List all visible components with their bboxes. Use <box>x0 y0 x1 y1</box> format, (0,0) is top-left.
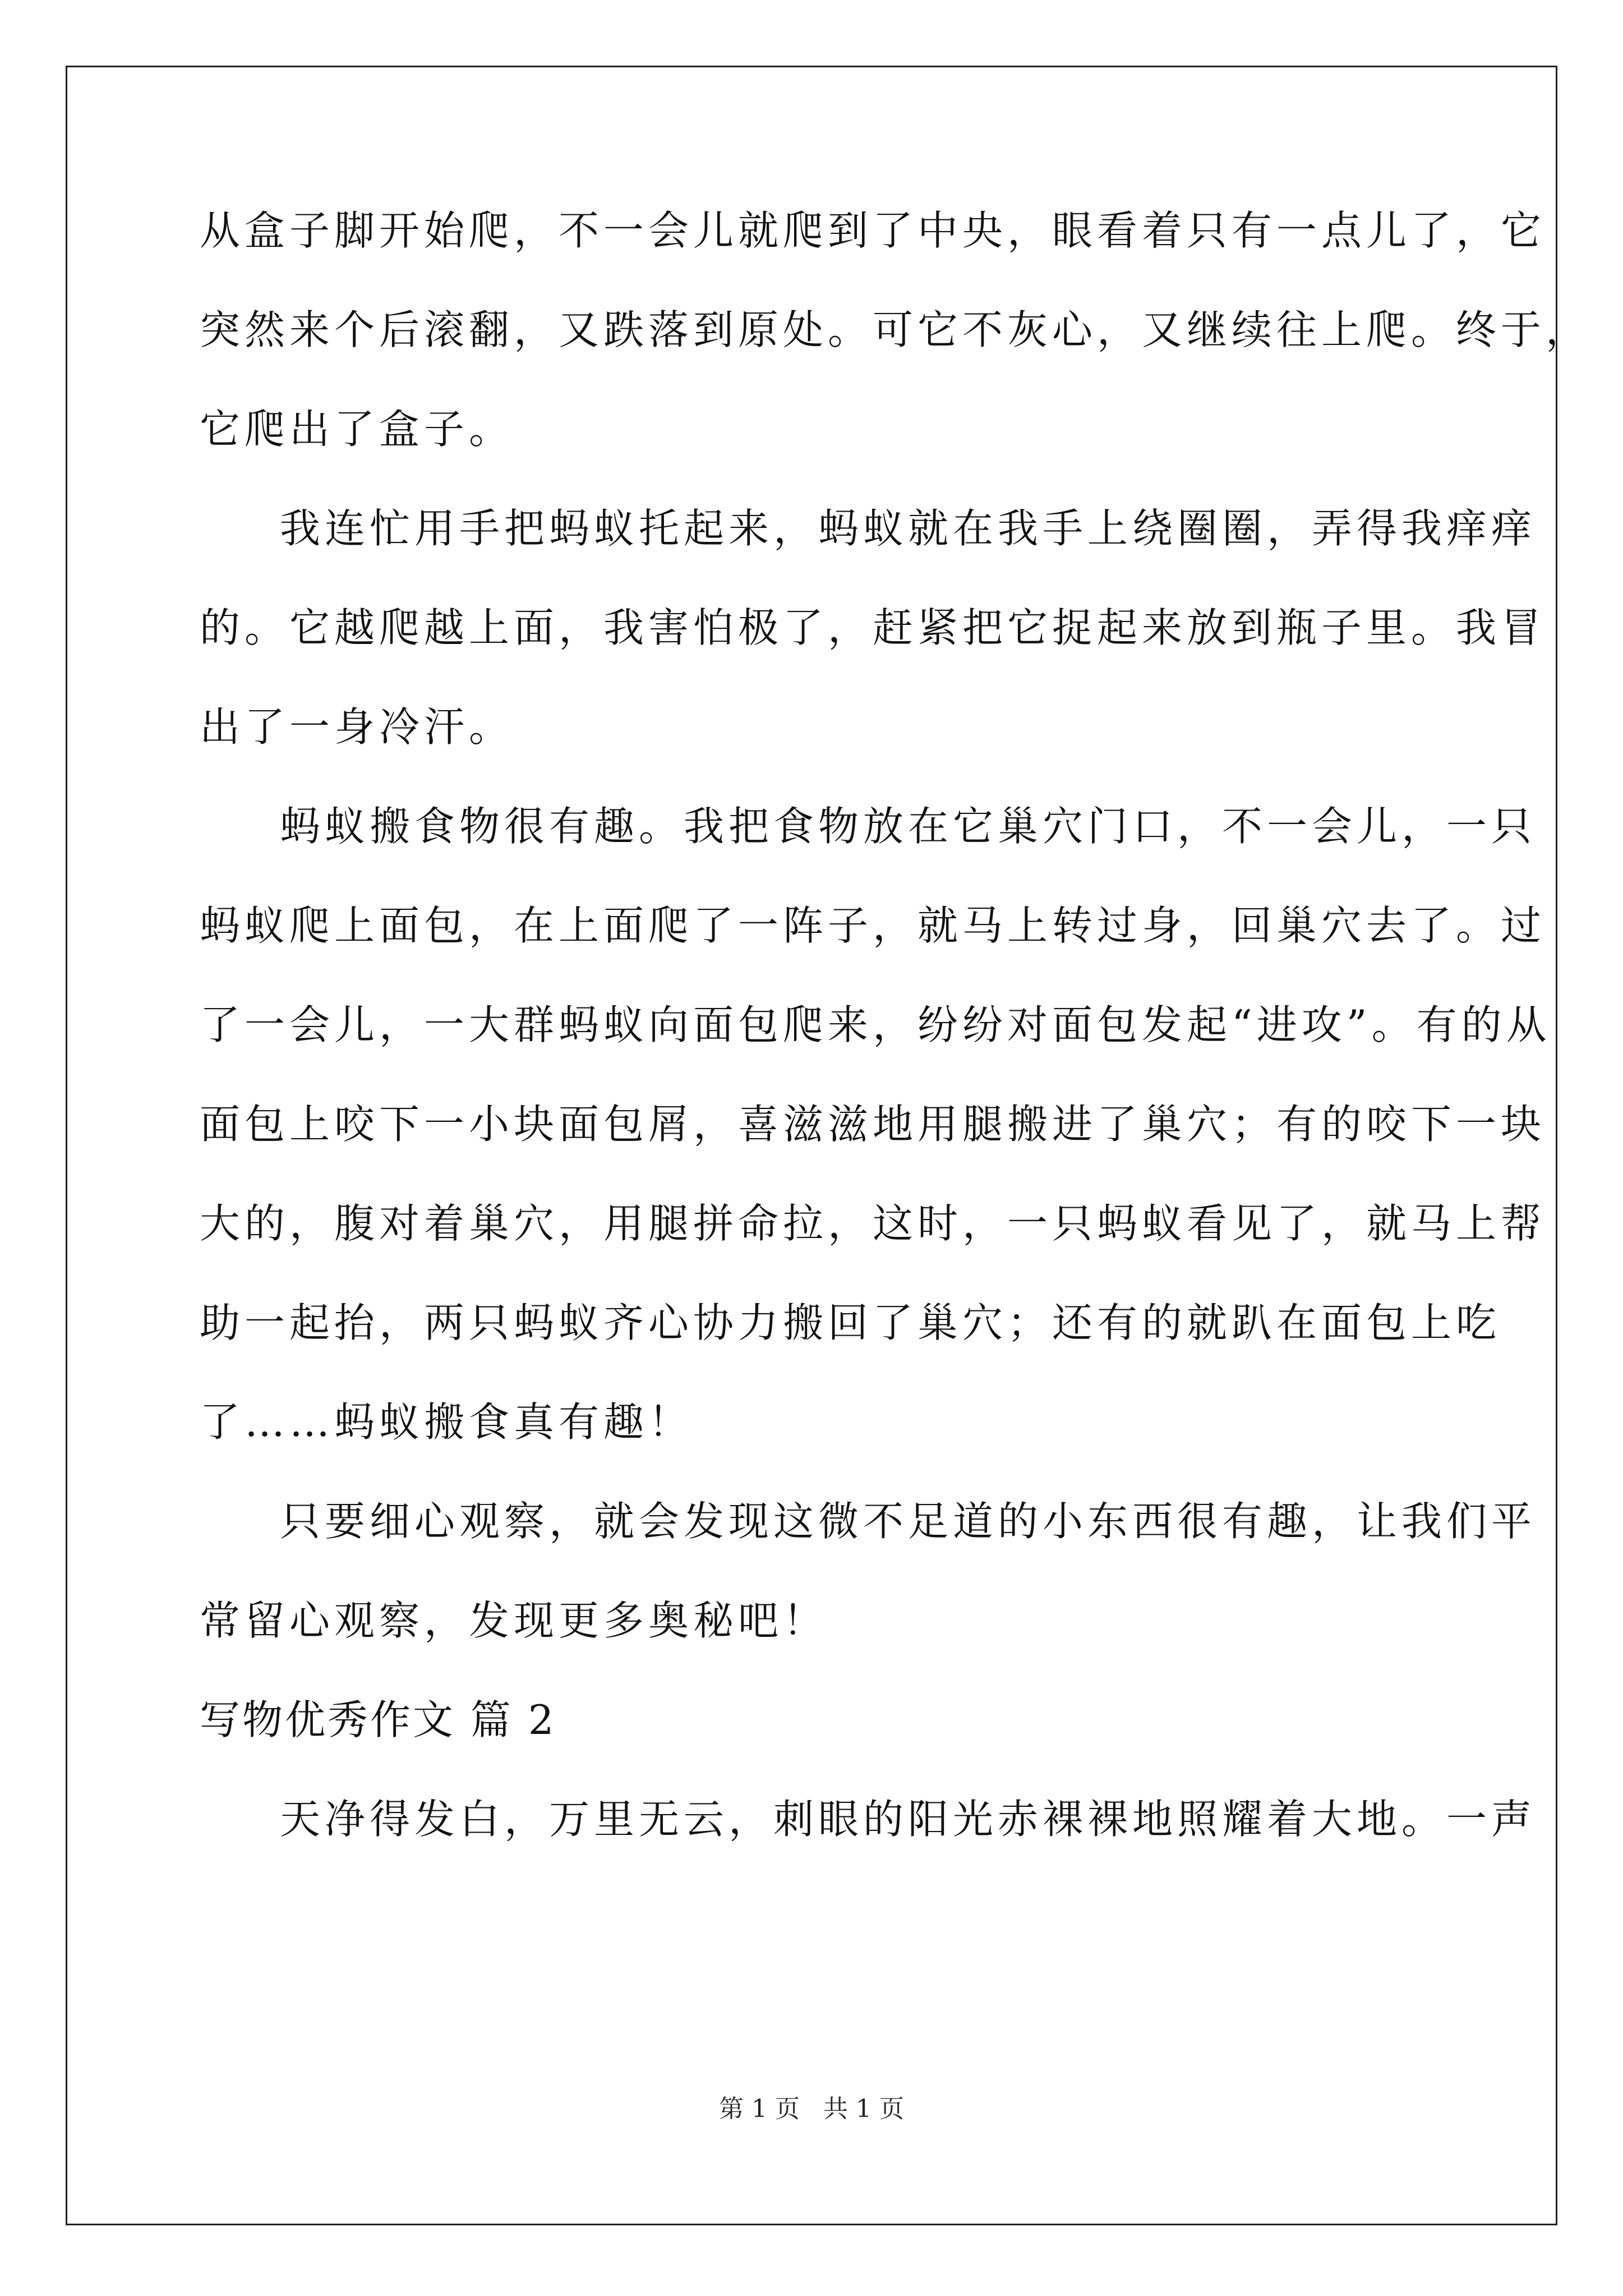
page-footer: 第 1 页 共 1 页 <box>719 2095 904 2123</box>
text-line: 它爬出了盒子。 <box>200 406 514 453</box>
text-line: 出了一身冷汗。 <box>200 703 514 751</box>
text-line: 的。它越爬越上面，我害怕极了，赶紧把它捉起来放到瓶子里。我冒 <box>200 604 1546 651</box>
text-line: 突然来个后滚翻，又跌落到原处。可它不灰心，又继续往上爬。终于， <box>200 306 1591 353</box>
paragraph-first-line: 天净得发白，万里无云，刺眼的阳光赤裸裸地照耀着大地。一声 <box>280 1796 1537 1843</box>
paragraph-first-line: 蚂蚁搬食物很有趣。我把食物放在它巢穴门口，不一会儿，一只 <box>280 803 1537 850</box>
text-line: 了……蚂蚁搬食真有趣！ <box>200 1398 694 1446</box>
section-heading: 写物优秀作文 篇 2 <box>200 1696 556 1743</box>
text-line: 了一会儿，一大群蚂蚁向面包爬来，纷纷对面包发起“进攻”。有的从 <box>200 1001 1551 1048</box>
text-line: 大的，腹对着巢穴，用腿拼命拉，这时，一只蚂蚁看见了，就马上帮 <box>200 1200 1546 1247</box>
text-line: 助一起抬，两只蚂蚁齐心协力搬回了巢穴；还有的就趴在面包上吃 <box>200 1299 1501 1346</box>
paragraph-first-line: 只要细心观察，就会发现这微不足道的小东西很有趣，让我们平 <box>280 1498 1537 1545</box>
text-line: 常留心观察，发现更多奥秘吧！ <box>200 1597 828 1644</box>
text-line: 面包上咬下一小块面包屑，喜滋滋地用腿搬进了巢穴；有的咬下一块 <box>200 1101 1546 1148</box>
text-line: 从盒子脚开始爬，不一会儿就爬到了中央，眼看着只有一点儿了，它 <box>200 207 1546 254</box>
paragraph-first-line: 我连忙用手把蚂蚁托起来，蚂蚁就在我手上绕圈圈，弄得我痒痒 <box>280 505 1537 552</box>
text-line: 蚂蚁爬上面包，在上面爬了一阵子，就马上转过身，回巢穴去了。过 <box>200 902 1546 949</box>
